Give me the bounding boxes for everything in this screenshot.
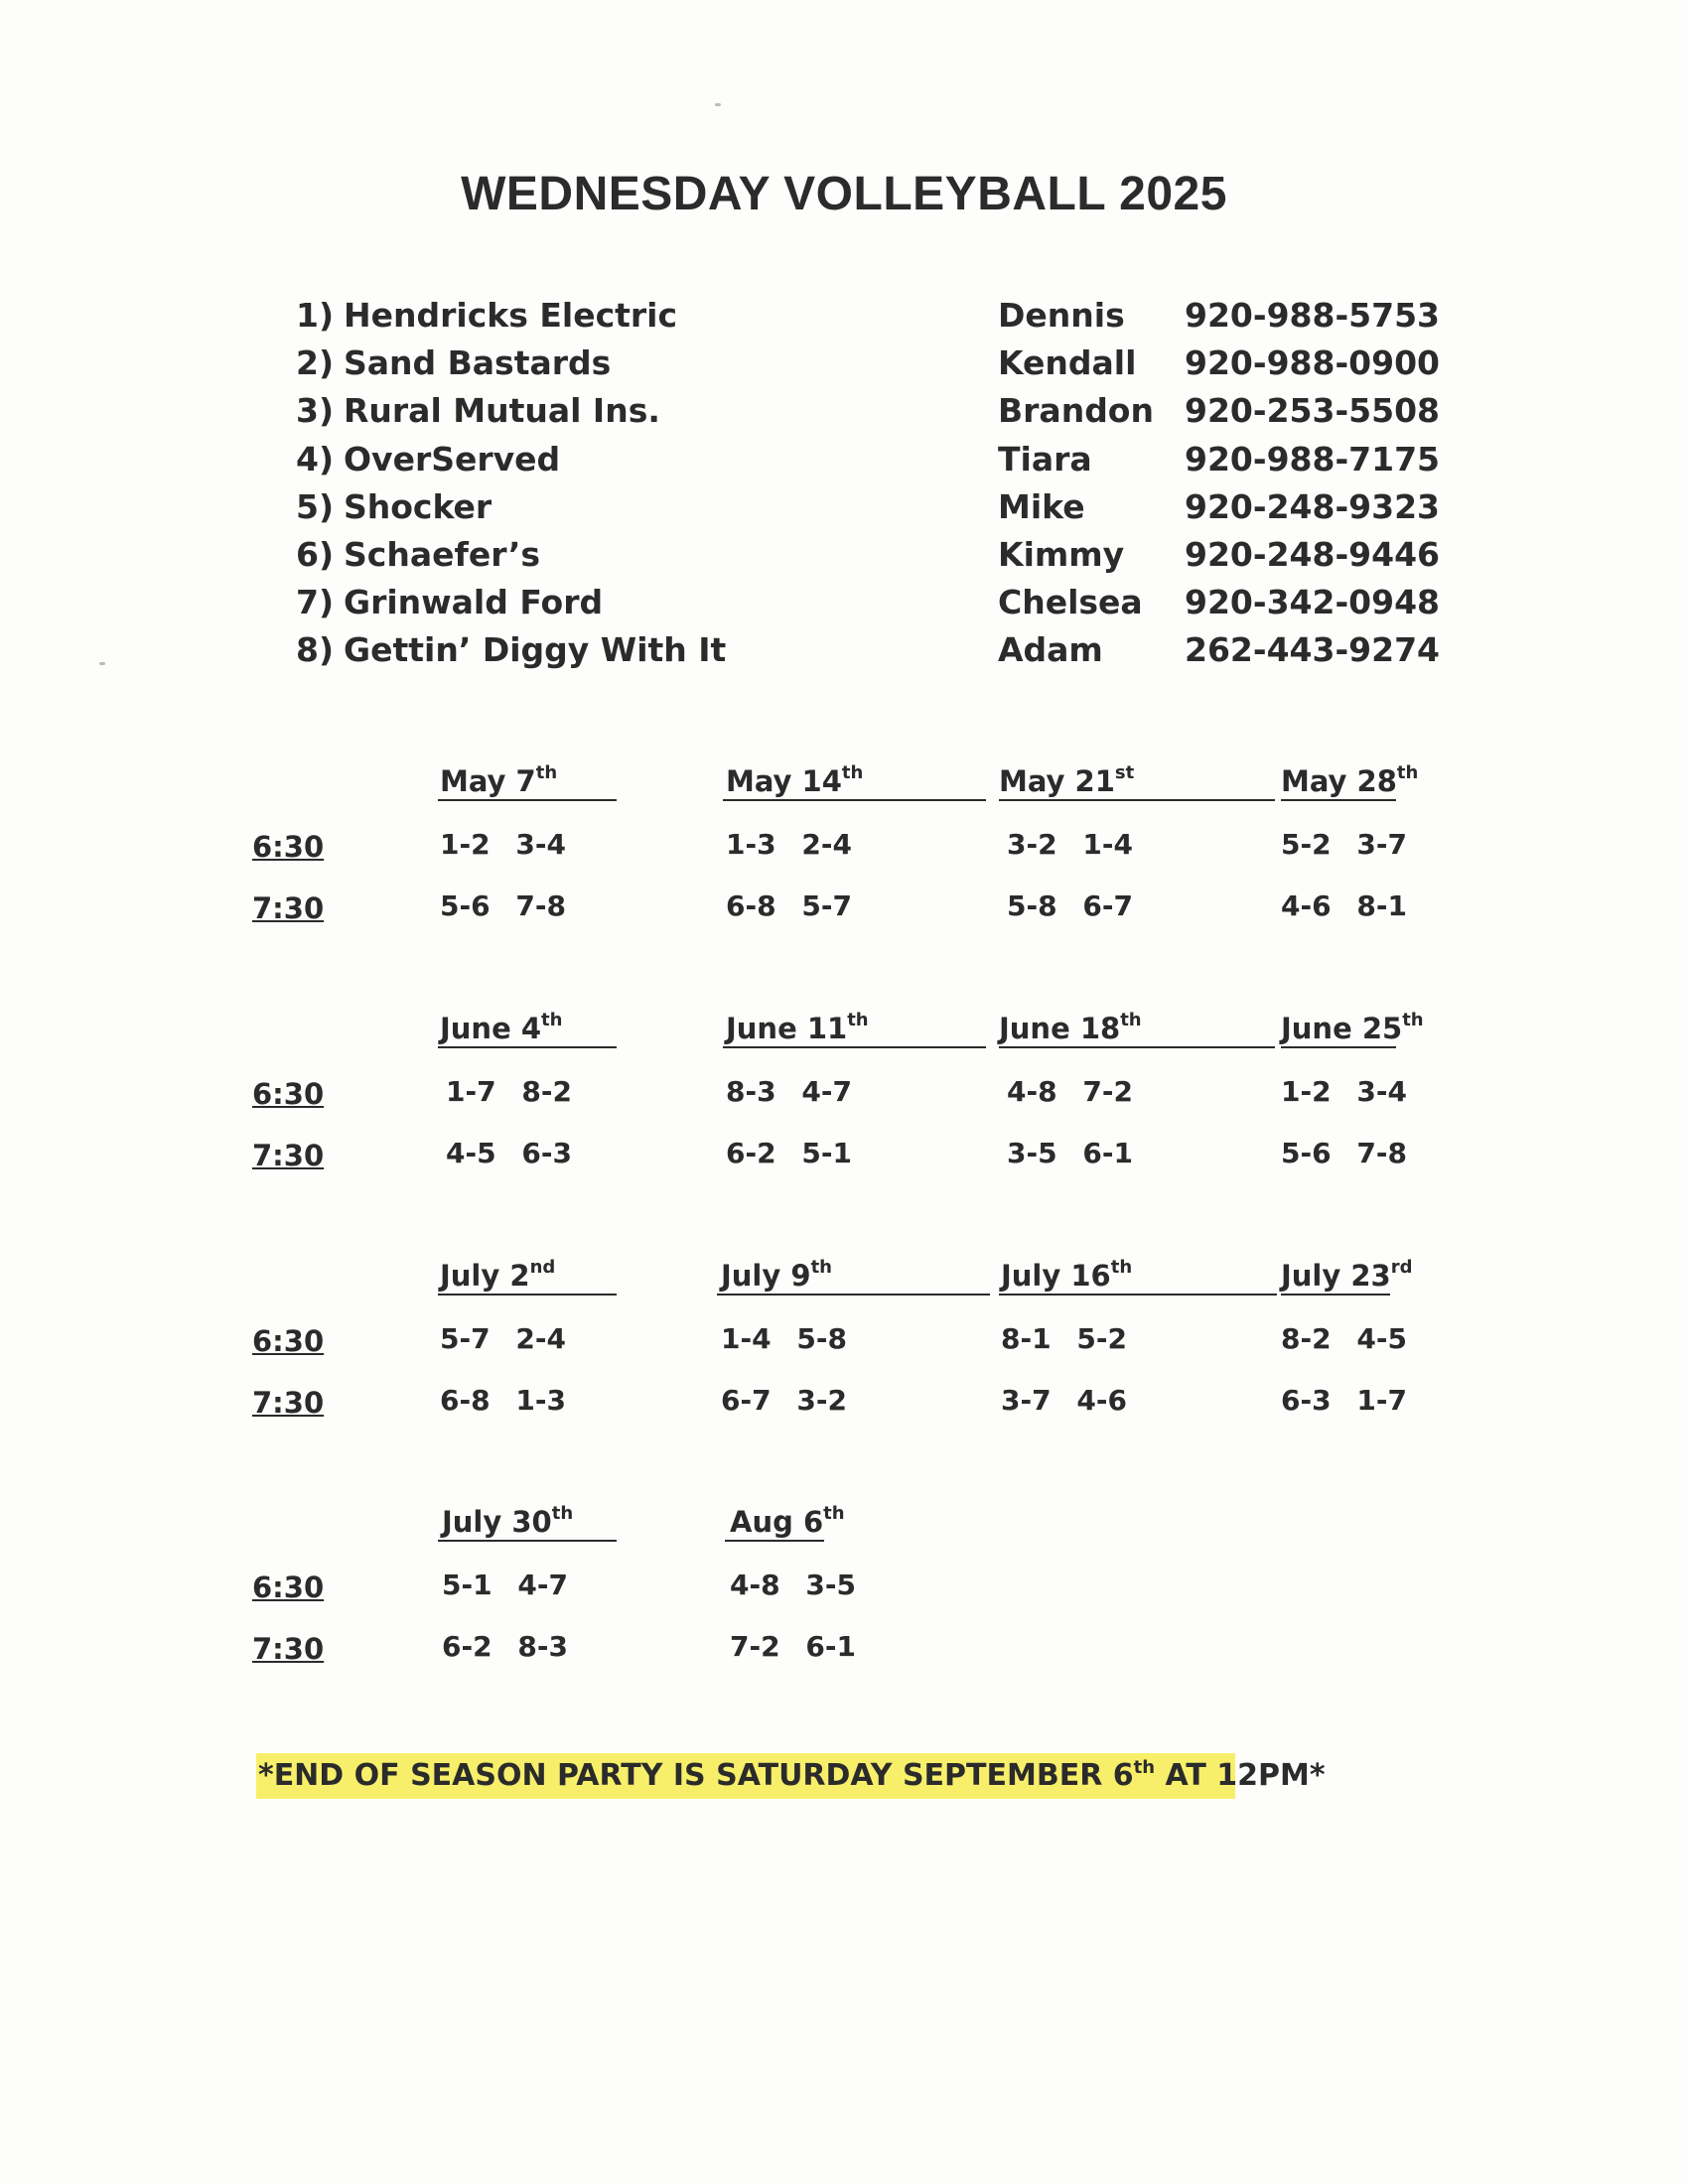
week-date-text: June 18	[999, 1012, 1121, 1045]
date-underline	[999, 799, 1275, 801]
team-num: 1)	[296, 296, 335, 335]
week-date-text: June 25	[1281, 1012, 1403, 1045]
late-games: 6-8 1-3	[440, 1384, 566, 1417]
week-date-text: July 23	[1281, 1259, 1391, 1293]
week-date	[726, 1012, 869, 1045]
date-underline	[438, 1046, 617, 1048]
late-games: 6-2 5-1	[726, 1137, 852, 1169]
week-date	[730, 1505, 845, 1539]
late-games: 4-6 8-1	[1281, 889, 1407, 922]
week-date-suffix: th	[841, 762, 864, 783]
late-games: 6-8 5-7	[726, 889, 852, 922]
team-num: 4)	[296, 439, 335, 478]
team-num: 2)	[296, 343, 335, 383]
early-games: 1-7 8-2	[446, 1075, 572, 1108]
date-underline	[438, 1540, 617, 1542]
team-name: Gettin’ Diggy With It	[344, 630, 727, 670]
week-date	[1281, 1259, 1413, 1293]
team-phone: 920-342-0948	[1185, 583, 1441, 622]
week-date-text: July 9	[721, 1259, 811, 1293]
late-games: 6-7 3-2	[721, 1384, 847, 1417]
party-date-suffix: th	[1133, 1757, 1156, 1778]
early-games: 8-2 4-5	[1281, 1322, 1407, 1355]
late-games: 3-5 6-1	[1007, 1137, 1133, 1169]
week-date-text: June 11	[726, 1012, 848, 1045]
late-games: 6-3 1-7	[1281, 1384, 1407, 1417]
week-date-suffix: th	[810, 1257, 832, 1278]
team-num: 6)	[296, 535, 335, 574]
team-phone: 262-443-9274	[1185, 630, 1441, 670]
team-name: OverServed	[344, 439, 561, 478]
week-date-suffix: th	[1396, 762, 1419, 783]
time-slot-label: 7:30	[252, 1386, 325, 1420]
team-phone: 920-248-9446	[1185, 535, 1441, 574]
time-slot-label: 6:30	[252, 1077, 325, 1111]
scan-speck	[99, 662, 105, 665]
time-slot-label: 6:30	[252, 1324, 325, 1358]
week-date-text: June 4	[440, 1012, 542, 1045]
team-captain: Kimmy	[998, 535, 1125, 574]
date-underline	[999, 1294, 1277, 1296]
date-underline	[725, 1540, 824, 1542]
week-date	[1001, 1259, 1132, 1293]
party-time-text: AT 12PM*	[1155, 1758, 1326, 1793]
week-date-suffix: th	[1110, 1257, 1133, 1278]
date-underline	[1281, 799, 1396, 801]
date-underline	[723, 1046, 986, 1048]
early-games: 1-3 2-4	[726, 828, 852, 861]
week-date-text: July 2	[440, 1259, 530, 1293]
early-games: 8-3 4-7	[726, 1075, 852, 1108]
date-underline	[1281, 1046, 1396, 1048]
team-captain: Adam	[998, 630, 1103, 670]
team-captain: Dennis	[998, 296, 1125, 335]
week-date	[999, 764, 1134, 798]
late-games: 5-6 7-8	[1281, 1137, 1407, 1169]
team-captain: Chelsea	[998, 583, 1143, 622]
week-date-text: Aug 6	[730, 1505, 824, 1539]
party-text: *END OF SEASON PARTY IS SATURDAY SEPTEMBER 6	[258, 1758, 1134, 1793]
week-date	[726, 764, 863, 798]
late-games: 3-7 4-6	[1001, 1384, 1127, 1417]
team-num: 8)	[296, 630, 335, 670]
team-name: Sand Bastards	[344, 343, 612, 383]
team-captain: Mike	[998, 486, 1085, 526]
date-underline	[723, 799, 986, 801]
team-name: Rural Mutual Ins.	[344, 391, 660, 431]
time-slot-label: 7:30	[252, 1139, 325, 1172]
early-games: 5-7 2-4	[440, 1322, 566, 1355]
team-captain: Brandon	[998, 391, 1154, 431]
early-games: 4-8 7-2	[1007, 1075, 1133, 1108]
date-underline	[438, 799, 617, 801]
team-phone: 920-253-5508	[1185, 391, 1441, 431]
time-slot-label: 7:30	[252, 1632, 325, 1666]
early-games: 5-1 4-7	[442, 1569, 568, 1601]
week-date-text: May 21	[999, 764, 1115, 798]
week-date	[721, 1259, 832, 1293]
late-games: 5-8 6-7	[1007, 889, 1133, 922]
week-date	[442, 1505, 573, 1539]
team-captain: Tiara	[998, 439, 1092, 478]
week-date-text: July 30	[442, 1505, 552, 1539]
team-phone: 920-988-7175	[1185, 439, 1441, 478]
time-slot-label: 6:30	[252, 830, 325, 864]
week-date	[999, 1012, 1142, 1045]
early-games: 1-2 3-4	[1281, 1075, 1407, 1108]
season-party-notice	[256, 1753, 1326, 1799]
week-date-text: May 14	[726, 764, 842, 798]
week-date-suffix: th	[1120, 1010, 1142, 1030]
week-date	[1281, 1012, 1424, 1045]
early-games: 5-2 3-7	[1281, 828, 1407, 861]
week-date-suffix: th	[847, 1010, 869, 1030]
team-phone: 920-988-0900	[1185, 343, 1441, 383]
week-date	[440, 1012, 562, 1045]
week-date-suffix: th	[1402, 1010, 1424, 1030]
week-date	[440, 764, 557, 798]
date-underline	[717, 1294, 990, 1296]
week-date-suffix: st	[1114, 762, 1135, 783]
team-name: Grinwald Ford	[344, 583, 604, 622]
early-games: 3-2 1-4	[1007, 828, 1133, 861]
team-num: 7)	[296, 583, 335, 622]
late-games: 7-2 6-1	[730, 1630, 856, 1663]
team-name: Hendricks Electric	[344, 296, 678, 335]
team-captain: Kendall	[998, 343, 1137, 383]
week-date-suffix: th	[535, 762, 558, 783]
week-date-suffix: th	[551, 1503, 574, 1524]
late-games: 6-2 8-3	[442, 1630, 568, 1663]
team-num: 3)	[296, 391, 335, 431]
week-date-text: May 28	[1281, 764, 1397, 798]
date-underline	[1281, 1294, 1390, 1296]
early-games: 8-1 5-2	[1001, 1322, 1127, 1355]
week-date-suffix: rd	[1390, 1257, 1413, 1278]
late-games: 5-6 7-8	[440, 889, 566, 922]
early-games: 1-2 3-4	[440, 828, 566, 861]
time-slot-label: 7:30	[252, 891, 325, 925]
team-name: Schaefer’s	[344, 535, 541, 574]
week-date	[1281, 764, 1418, 798]
team-name: Shocker	[344, 486, 492, 526]
team-num: 5)	[296, 486, 335, 526]
week-date-suffix: th	[823, 1503, 845, 1524]
late-games: 4-5 6-3	[446, 1137, 572, 1169]
early-games: 4-8 3-5	[730, 1569, 856, 1601]
page-title: WEDNESDAY VOLLEYBALL 2025	[461, 168, 1227, 220]
scan-speck	[715, 103, 721, 106]
week-date-text: May 7	[440, 764, 536, 798]
week-date-suffix: nd	[529, 1257, 556, 1278]
date-underline	[438, 1294, 617, 1296]
week-date	[440, 1259, 555, 1293]
week-date-text: July 16	[1001, 1259, 1111, 1293]
team-phone: 920-988-5753	[1185, 296, 1441, 335]
week-date-suffix: th	[541, 1010, 563, 1030]
team-phone: 920-248-9323	[1185, 486, 1441, 526]
time-slot-label: 6:30	[252, 1570, 325, 1604]
early-games: 1-4 5-8	[721, 1322, 847, 1355]
date-underline	[999, 1046, 1275, 1048]
